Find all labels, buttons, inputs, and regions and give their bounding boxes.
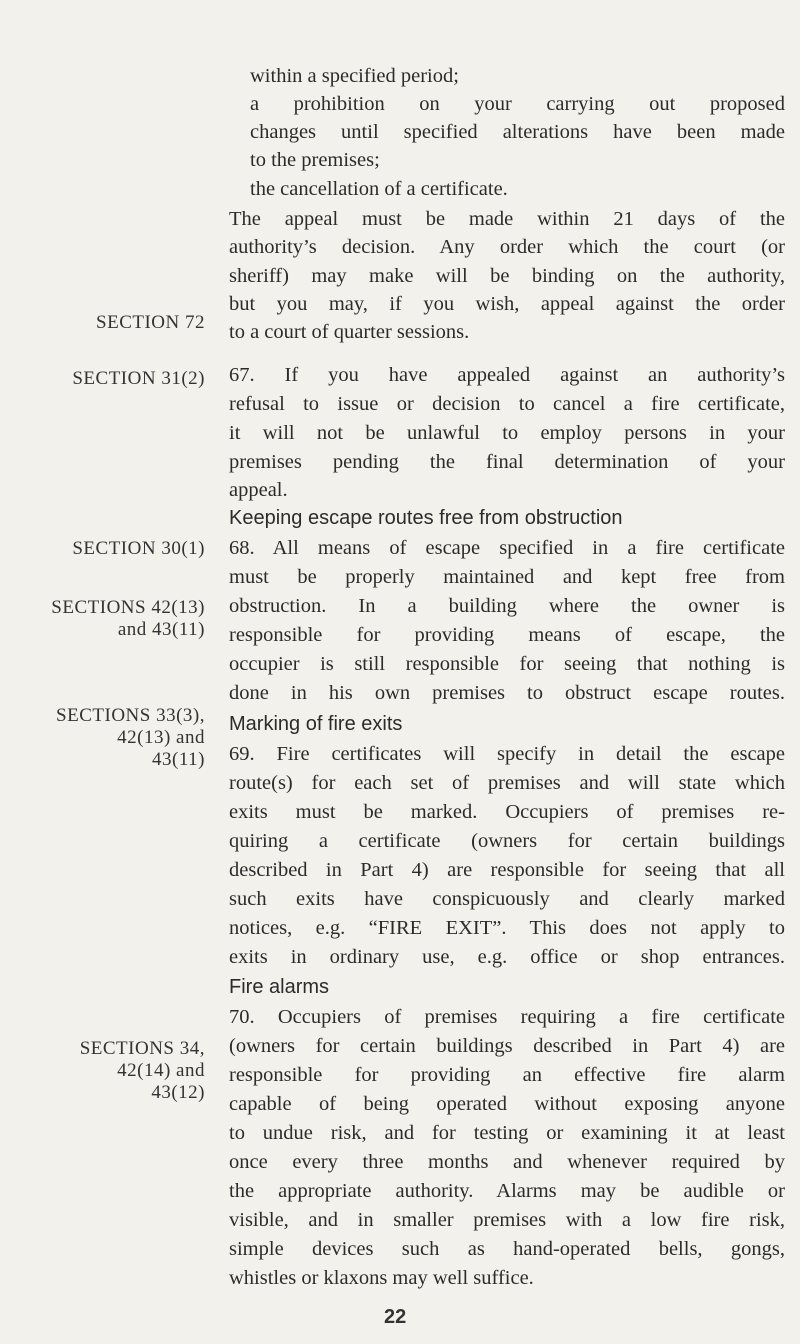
margin-note-text: 42(13) and — [117, 727, 205, 748]
body-line: visible, and in smaller premises with a low fire risk, — [229, 1209, 785, 1231]
body-line: whistles or klaxons may well suffice. — [229, 1267, 534, 1289]
margin-note-sections-33-3 — [30, 705, 205, 771]
body-line: premises pending the final determination of your — [229, 451, 785, 473]
body-line: appeal. — [229, 479, 288, 501]
body-line: refusal to issue or decision to cancel a fire certificate, — [229, 393, 785, 415]
body-line: exits must be marked. Occupiers of premises re- — [229, 801, 785, 823]
body-line: described in Part 4) are responsible for seeing that all — [229, 859, 785, 881]
list-item: to the premises; — [250, 149, 380, 171]
body-line: 68. All means of escape specified in a fire certificate — [229, 537, 785, 559]
body-line: 67. If you have appealed against an authority’s — [229, 364, 785, 386]
body-line: capable of being operated without exposing anyone — [229, 1093, 785, 1115]
list-item: changes until specified alterations have been made — [250, 121, 785, 143]
body-line: exits in ordinary use, e.g. office or shop entrances. — [229, 946, 785, 968]
margin-note-sections-34 — [30, 1038, 205, 1104]
body-line: such exits have conspicuously and clearly marked — [229, 888, 785, 910]
list-item: within a specified period; — [250, 65, 459, 87]
margin-note-text: SECTION 72 — [96, 312, 205, 333]
margin-note-section-72 — [30, 312, 205, 334]
body-line: (owners for certain buildings described in Part 4) are — [229, 1035, 785, 1057]
body-line: responsible for providing an effective fire alarm — [229, 1064, 785, 1086]
margin-note-text: and 43(11) — [117, 619, 205, 640]
body-line: to a court of quarter sessions. — [229, 321, 470, 343]
margin-note-text: SECTIONS 42(13) — [51, 597, 205, 618]
body-line: The appeal must be made within 21 days of the — [229, 208, 785, 230]
body-line: occupier is still responsible for seeing that nothing is — [229, 653, 785, 675]
body-line: sheriff) may make will be binding on the authority, — [229, 265, 785, 287]
margin-note-text: SECTION 31(2) — [72, 368, 205, 389]
body-line: must be properly maintained and kept free from — [229, 566, 785, 588]
body-line: once every three months and whenever required by — [229, 1151, 785, 1173]
section-heading: Fire alarms — [229, 976, 330, 998]
section-heading: Marking of fire exits — [229, 713, 403, 735]
margin-note-text: SECTION 30(1) — [72, 538, 205, 559]
body-line: notices, e.g. “FIRE EXIT”. This does not apply to — [229, 917, 785, 939]
list-item: the cancellation of a certificate. — [250, 178, 508, 200]
page-number: 22 — [384, 1306, 407, 1328]
body-line: to undue risk, and for testing or examining it at least — [229, 1122, 785, 1144]
margin-note-text: 43(11) — [152, 749, 205, 770]
body-line: route(s) for each set of premises and will state which — [229, 772, 785, 794]
margin-note-text: 43(12) — [151, 1082, 205, 1103]
body-line: authority’s decision. Any order which the court (or — [229, 236, 785, 258]
margin-note-section-31-2 — [30, 368, 205, 390]
body-line: obstruction. In a building where the owner is — [229, 595, 785, 617]
margin-note-text: SECTIONS 33(3), — [56, 705, 205, 726]
list-item: a prohibition on your carrying out proposed — [250, 93, 785, 115]
body-line: the appropriate authority. Alarms may be audible or — [229, 1180, 785, 1202]
margin-note-text: SECTIONS 34, — [79, 1038, 205, 1059]
body-line: responsible for providing means of escape, the — [229, 624, 785, 646]
body-line: 70. Occupiers of premises requiring a fire certificate — [229, 1006, 785, 1028]
body-line: 69. Fire certificates will specify in detail the escape — [229, 743, 785, 765]
margin-note-sections-42-13 — [30, 597, 205, 641]
margin-note-text: 42(14) and — [117, 1060, 205, 1081]
section-heading: Keeping escape routes free from obstruction — [229, 507, 623, 529]
margin-note-section-30-1 — [30, 538, 205, 560]
body-line: done in his own premises to obstruct escape routes. — [229, 682, 785, 704]
body-line: quiring a certificate (owners for certain buildings — [229, 830, 785, 852]
body-line: it will not be unlawful to employ persons in your — [229, 422, 785, 444]
body-line: simple devices such as hand-operated bells, gongs, — [229, 1238, 785, 1260]
body-line: but you may, if you wish, appeal against the order — [229, 293, 785, 315]
